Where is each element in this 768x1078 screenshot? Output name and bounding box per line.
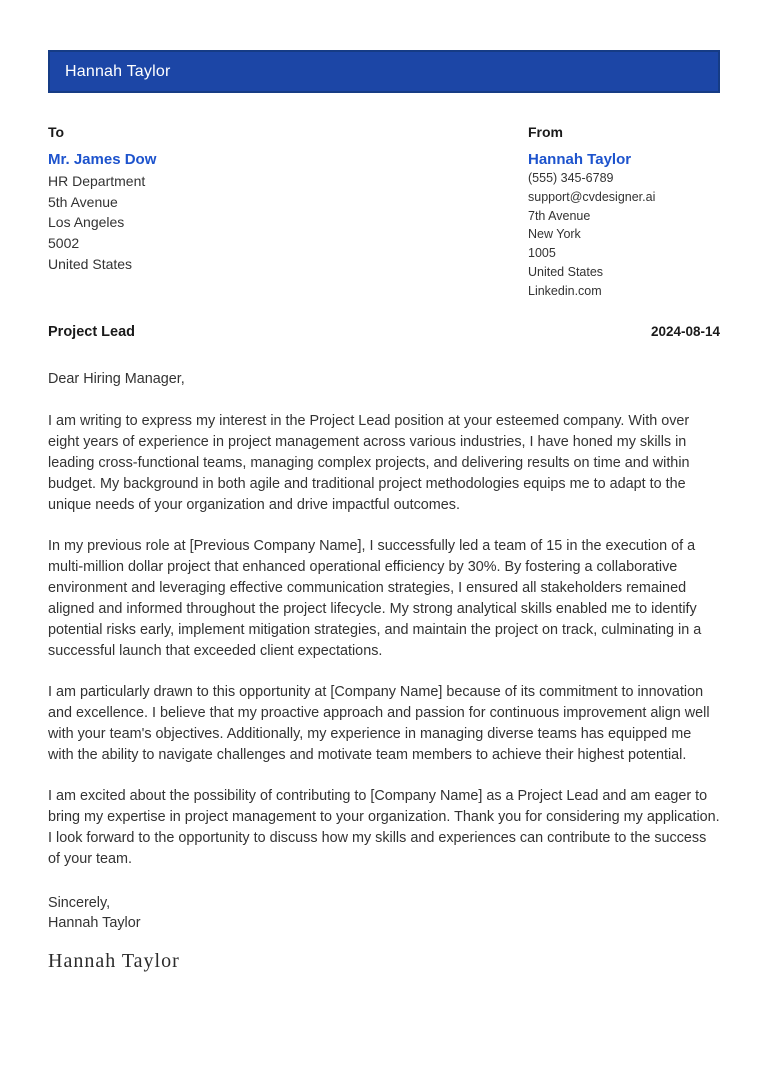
sender-block [528, 124, 720, 301]
recipient-line: Los Angeles [48, 214, 125, 231]
recipient-block [48, 124, 528, 301]
recipient-line: 5th Avenue [48, 193, 118, 210]
recipient-name-link[interactable]: Mr. James Dow [48, 151, 157, 168]
salutation: Dear Hiring Manager, [48, 370, 185, 387]
paragraph: I am particularly drawn to this opportunity at [Company Name] because of its commitment to innovation and excellence. I believe that my proactive approach and passion for continuous improvement align well with your team's objectives. Additionally, my experience in managing diverse teams has equipped me with the ability to navigate challenges and motivate team members to achieve their highest potential. [48, 683, 710, 763]
paragraph: I am excited about the possibility of contributing to [Company Name] as a Project Lead and am eager to bring my expertise in project management to your organization. Thank you for considering my application. I look forward to the opportunity to discuss how my skills and experiences can contribute to the success of your team. [48, 787, 720, 867]
paragraph: I am writing to express my interest in the Project Lead position at your esteemed company. With over eight years of experience in project management across various industries, I have honed my skills in leading cross-functional teams, managing complex projects, and delivering results on time and within budget. My background in both agile and traditional project methodologies equips me to adapt to the unique needs of your organization and drive impactful outcomes. [48, 412, 690, 513]
sender-line: 1005 [528, 246, 556, 261]
closing-name: Hannah Taylor [48, 914, 141, 931]
sender-linkedin: Linkedin.com [528, 283, 602, 298]
recipient-line: 5002 [48, 235, 80, 252]
recipient-label: To [48, 124, 65, 140]
header-bar [48, 50, 720, 93]
sender-line: New York [528, 227, 581, 242]
sender-name-link[interactable]: Hannah Taylor [528, 151, 632, 168]
closing-block [48, 893, 720, 933]
sender-label: From [528, 124, 563, 140]
address-section [48, 124, 720, 301]
header-name: Hannah Taylor [65, 62, 171, 80]
recipient-line: United States [48, 255, 133, 272]
closing: Sincerely, [48, 894, 111, 911]
job-title: Project Lead [48, 323, 136, 340]
sender-line: 7th Avenue [528, 208, 591, 223]
sender-phone: (555) 345-6789 [528, 171, 614, 185]
paragraph: In my previous role at [Previous Company Name], I successfully led a team of 15 in the execution of a multi-million dollar project that enhanced operational efficiency by 30%. By fostering a collaborative environment and leveraging effective communication strategies, I ensured all stakeholders remained aligned and informed throughout the project lifecycle. My strong analytical skills enabled me to identify potential risks early, implement mitigation strategies, and maintain the project on track, culminating in a successful launch that exceeded client expectations. [48, 537, 702, 659]
subject-row [48, 324, 720, 340]
letter-date: 2024-08-14 [650, 323, 720, 339]
sender-line: United States [528, 264, 604, 279]
signature: Hannah Taylor [48, 949, 180, 972]
sender-email: support@cvdesigner.ai [528, 189, 656, 204]
letter-body [48, 369, 720, 973]
recipient-line: HR Department [48, 173, 146, 189]
